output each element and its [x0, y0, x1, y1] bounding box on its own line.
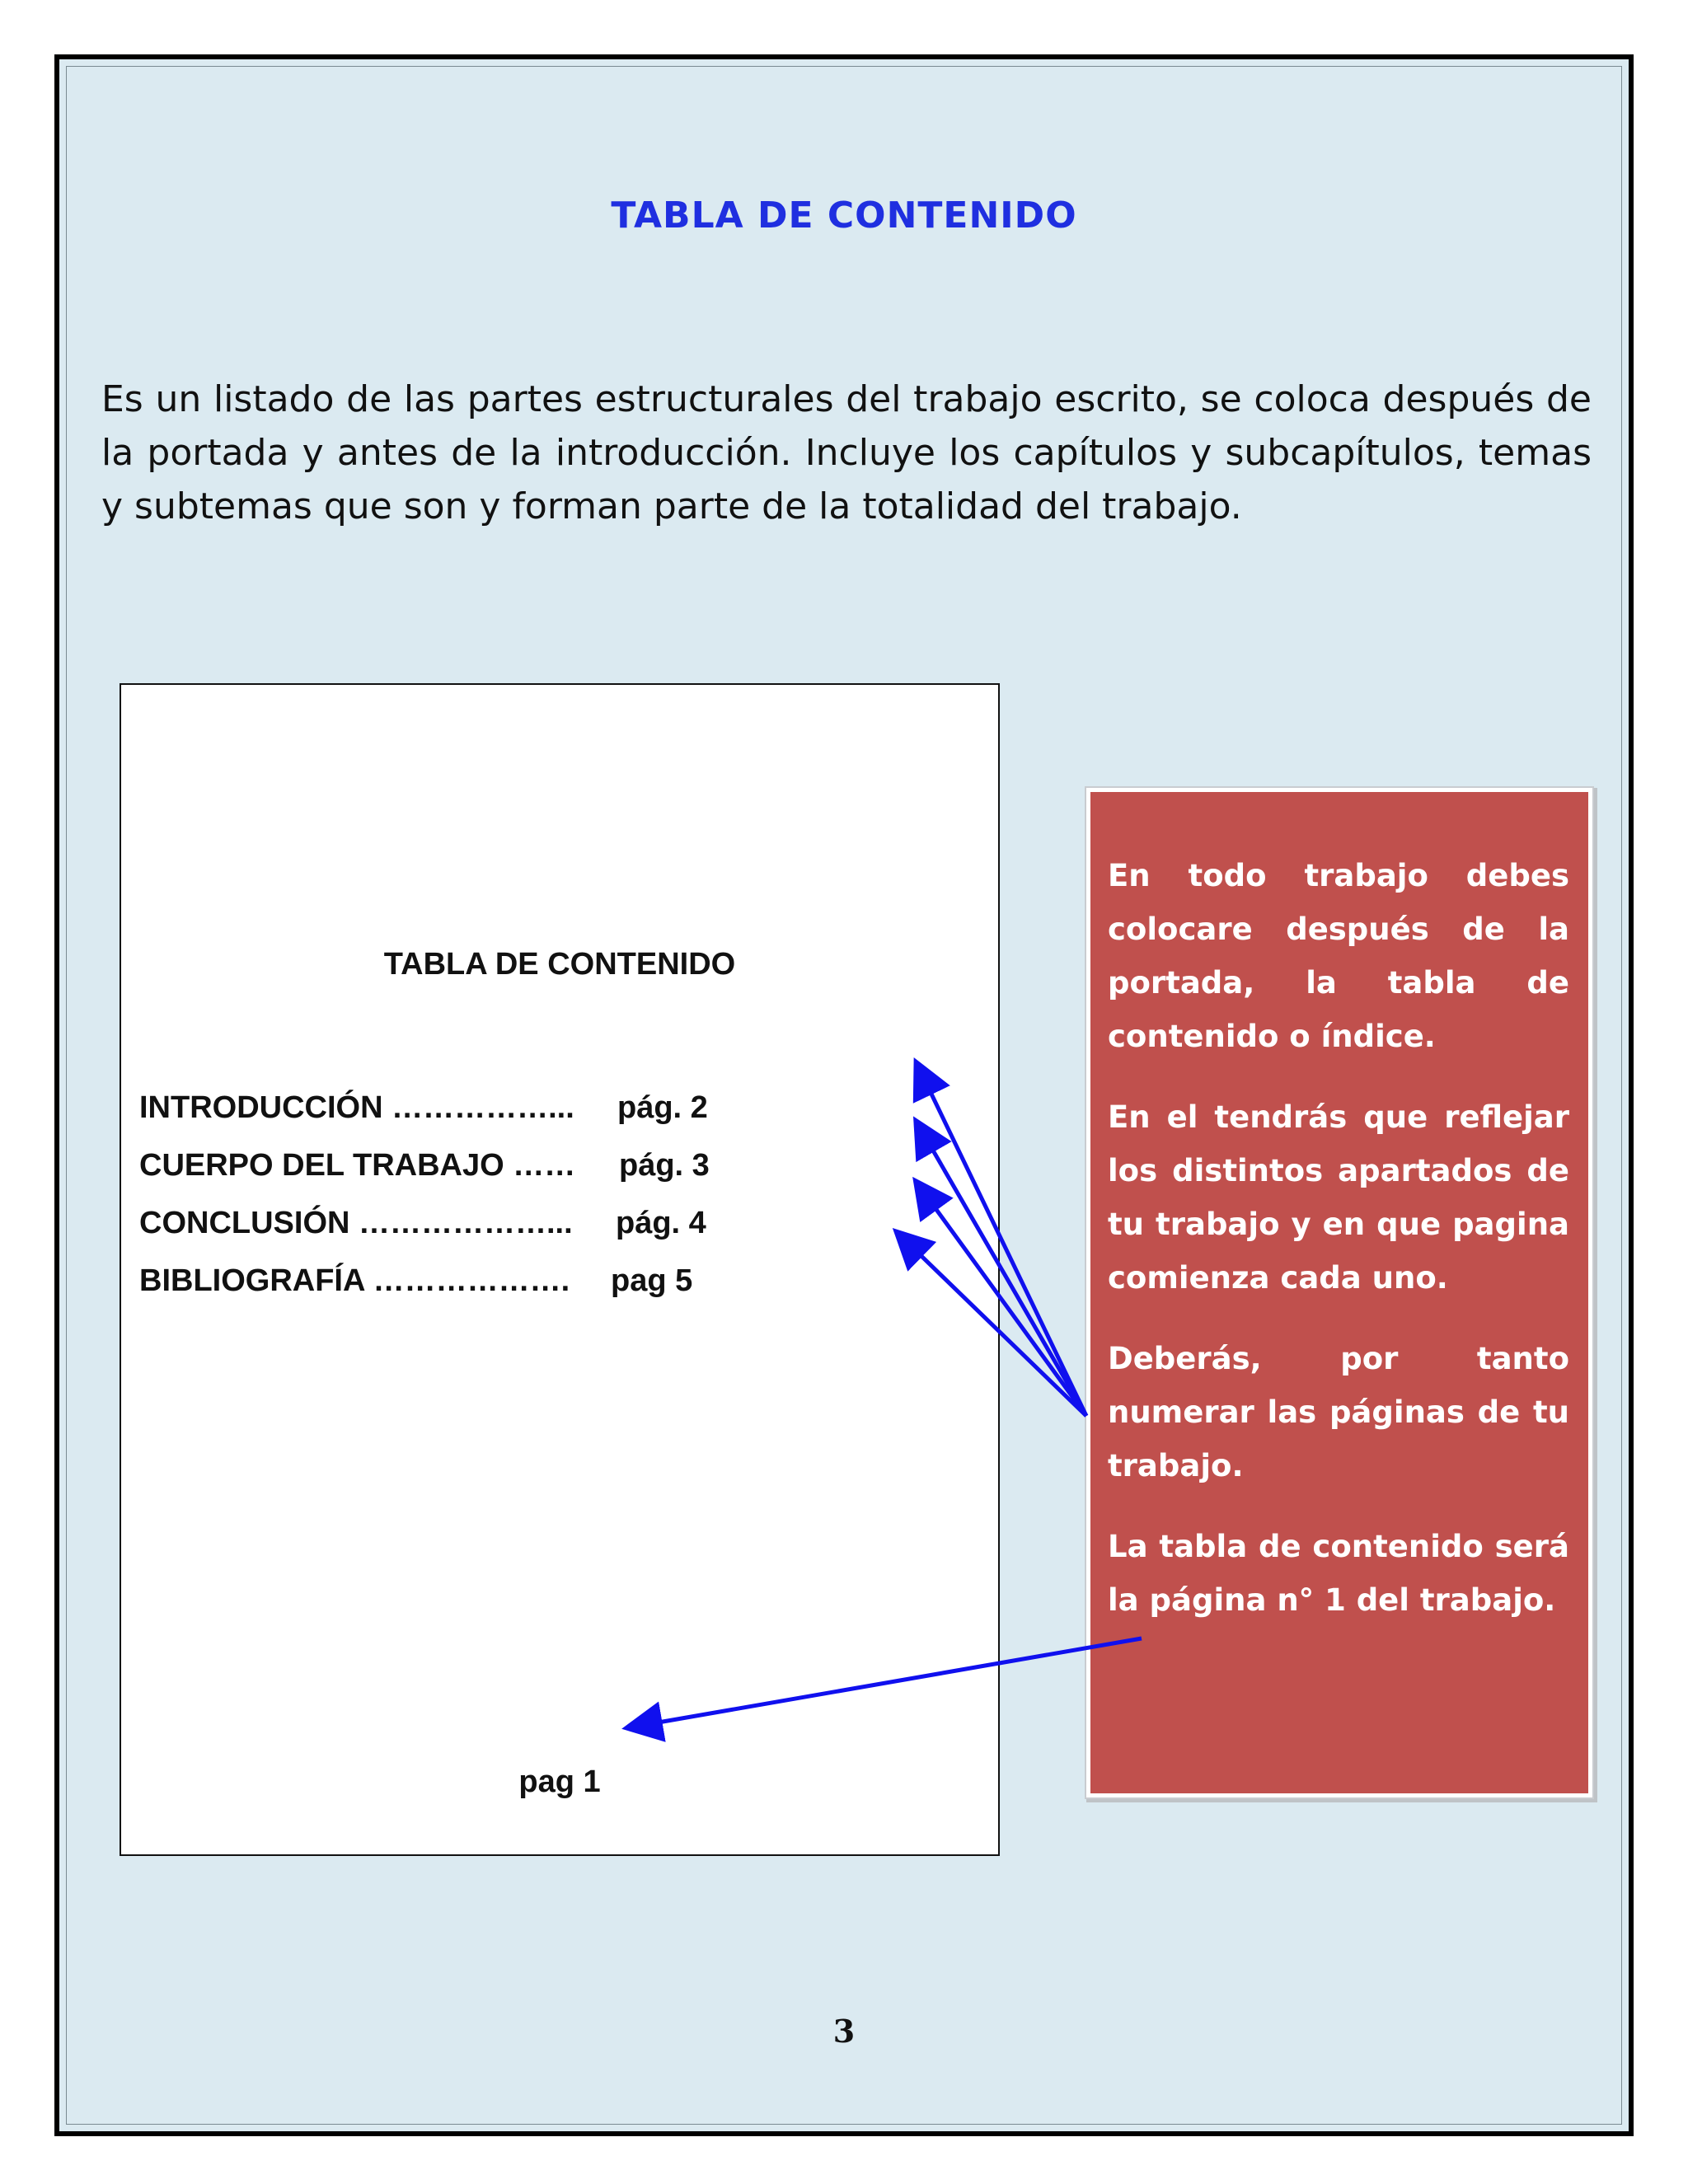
- arrow-to-page-number: [630, 1638, 1142, 1727]
- toc-entry-label: BIBLIOGRAFÍA ……………….: [139, 1263, 570, 1298]
- intro-paragraph: Es un listado de las partes estructurales del trabajo escrito, se coloca después de la portada y antes de la introducción. Incluye los capítulos y subcapítulos, temas y subtemas que son y forman parte de la totalidad del trabajo.: [101, 378, 1592, 527]
- arrow-to-entry-4: [898, 1234, 1086, 1416]
- toc-entry-page: pág. 3: [619, 1148, 710, 1183]
- toc-entry-label: INTRODUCCIÓN ……………...: [139, 1090, 574, 1125]
- toc-entry-page: pág. 2: [617, 1090, 708, 1125]
- page-footer-number: 3: [832, 2013, 856, 2050]
- arrow-to-entry-2: [917, 1123, 1086, 1416]
- note-paragraph: Deberás, por tanto numerar las páginas de tu trabajo.: [1108, 1341, 1569, 1483]
- note-paragraph: En todo trabajo debes colocare después de la portada, la tabla de contenido o índice.: [1108, 858, 1569, 1054]
- example-page-number: pag 1: [518, 1765, 601, 1799]
- arrow-to-entry-1: [917, 1065, 1086, 1416]
- page-title: TABLA DE CONTENIDO: [611, 194, 1077, 237]
- note-paragraph: En el tendrás que reflejar los distintos apartados de tu trabajo y en que pagina comienza cada uno.: [1108, 1099, 1569, 1296]
- toc-entry-page: pág. 4: [616, 1206, 706, 1240]
- toc-entry-page: pag 5: [611, 1263, 693, 1298]
- note-paragraph: La tabla de contenido será la página n° 1 del trabajo.: [1108, 1529, 1569, 1618]
- toc-entry-label: CONCLUSIÓN ………………...: [139, 1206, 573, 1240]
- example-toc-title: TABLA DE CONTENIDO: [383, 947, 736, 982]
- arrow-to-entry-3: [917, 1183, 1086, 1416]
- toc-entry-label: CUERPO DEL TRABAJO ……: [139, 1148, 576, 1183]
